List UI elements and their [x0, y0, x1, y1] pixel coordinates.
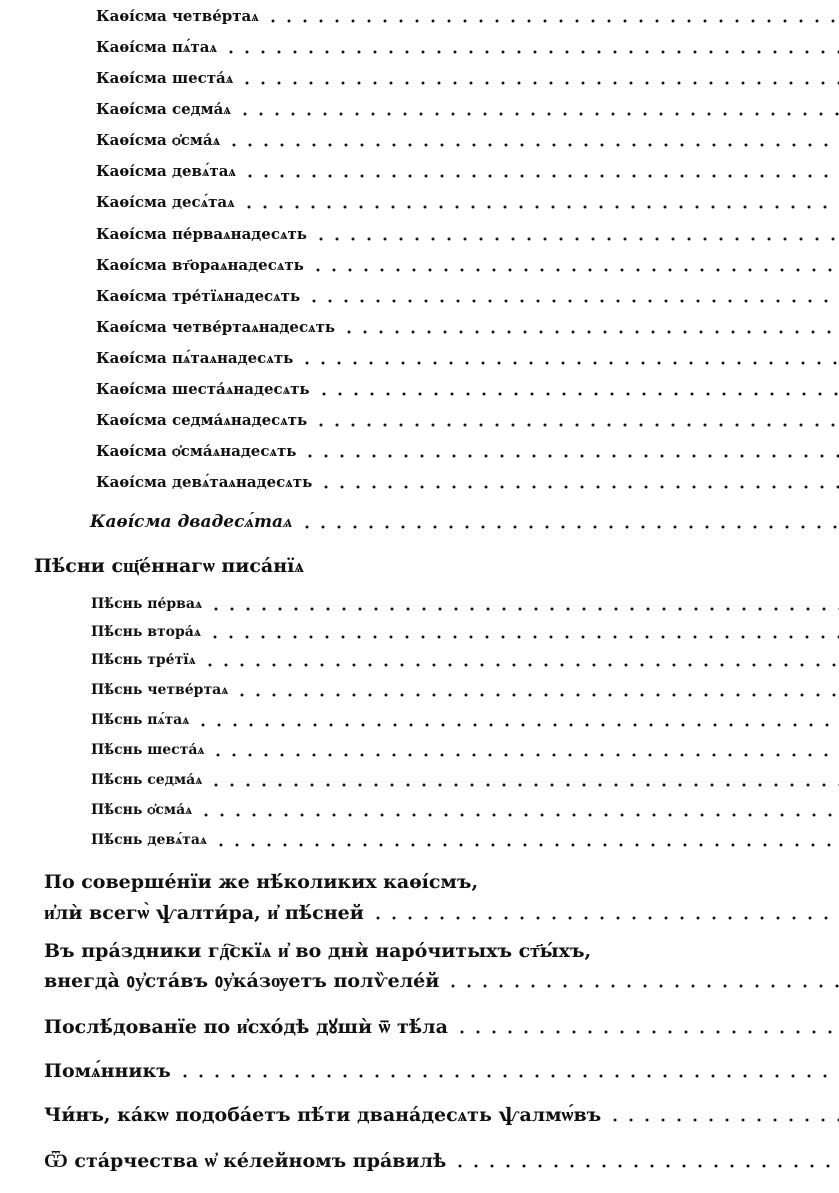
dot-leader [234, 692, 839, 698]
toc-entry-label: Пѣ́снь шеста́ѧ [91, 742, 205, 758]
toc-entry-kathisma-14[interactable] [96, 315, 839, 339]
section-heading-odes: Пѣ́сни сщ҃е́ннагѡ писа́нїѧ [34, 555, 304, 577]
toc-entry-kathisma-12[interactable] [96, 253, 839, 277]
toc-entry-label: Ѿ ста́рчества ѡ҆ ке́лейномъ пра́вилѣ [44, 1150, 447, 1172]
dot-leader [607, 1117, 839, 1123]
toc-entry-label: Пѣ́снь пѧ́таѧ [91, 712, 190, 728]
dot-leader [302, 453, 839, 459]
toc-entry-label: Помѧ́нникъ [44, 1060, 171, 1082]
dot-leader [313, 422, 839, 428]
toc-entry-kathisma-18[interactable] [96, 439, 839, 463]
toc-entry-label: Каѳі́сма четве́ртаѧнадесѧть [96, 318, 336, 336]
toc-entry-label: Каѳі́сма ѻ҆сма́ѧ [96, 131, 221, 149]
toc-entry-funeral[interactable] [44, 1012, 839, 1042]
dot-leader [198, 812, 839, 818]
toc-entry-kathisma-17[interactable] [96, 408, 839, 432]
dot-leader [316, 391, 839, 397]
dot-leader [306, 298, 839, 304]
dot-leader [208, 606, 839, 612]
toc-entry-label: Каѳі́сма десѧ́таѧ [96, 193, 235, 211]
toc-entry-kathisma-15[interactable] [96, 346, 839, 370]
toc-entry-label: Каѳі́сма седма́ѧ [96, 100, 231, 118]
toc-entry-kathisma-6[interactable] [96, 66, 839, 90]
toc-entry-label: Каѳі́сма девѧ́таѧнадесѧть [96, 473, 313, 491]
toc-entry-label: Каѳі́сма ѻ҆сма́ѧнадесѧть [96, 442, 297, 460]
toc-entry-label: Пѣ́снь четве́ртаѧ [91, 682, 229, 698]
dot-leader [299, 524, 839, 530]
dot-leader [210, 752, 839, 758]
dot-leader [177, 1073, 839, 1079]
dot-leader [208, 782, 839, 788]
dot-leader [454, 1029, 839, 1035]
toc-entry-ode-9[interactable] [91, 829, 839, 851]
toc-entry-pomiannik[interactable] [44, 1056, 839, 1086]
toc-entry-label: Пѣ́снь тре́тїѧ [91, 652, 196, 668]
dot-leader [195, 722, 839, 728]
toc-entry-label: Чи́нъ, ка́кѡ подоба́етъ пѣ́ти двана́десѧть ѱалмѡ́въ [44, 1104, 602, 1126]
toc-entry-feasts-line1: Въ пра́здники гд҇скїѧ и҆ во днѝ наро́читыхъ ст҃ы́хъ, [44, 940, 592, 962]
dot-leader [313, 236, 839, 242]
toc-entry-label: Пѣ́снь ѻ҆сма́ѧ [91, 802, 193, 818]
dot-leader [341, 329, 839, 335]
toc-entry-label: внегда̀ ᲂу҆ста́въ ᲂу҆ка́зѹетъ полѷеле́й [44, 970, 440, 992]
toc-entry-label: Послѣ́дованїе по и҆схо́дѣ дꙋшѝ ѿ тѣ́ла [44, 1016, 448, 1038]
toc-entry-ode-7[interactable] [91, 769, 839, 791]
dot-leader [237, 111, 839, 117]
toc-entry-kathisma-7[interactable] [96, 97, 839, 121]
toc-entry-ode-5[interactable] [91, 709, 839, 731]
toc-entry-label: Пѣ́снь пе́рваѧ [91, 596, 202, 612]
toc-entry-feasts[interactable] [44, 966, 839, 996]
toc-entry-ode-6[interactable] [91, 739, 839, 761]
dot-leader [226, 142, 839, 148]
toc-entry-kathisma-20[interactable] [90, 507, 839, 537]
toc-entry-label: и҆лѝ всегѡ̀ ѱалти́ра, и҆ пѣ́сней [44, 902, 364, 924]
toc-entry-label: Каѳі́сма тре́тїѧнадесѧть [96, 287, 301, 305]
dot-leader [370, 915, 839, 921]
dot-leader [241, 204, 839, 210]
dot-leader [445, 983, 839, 989]
dot-leader [207, 634, 839, 640]
toc-entry-after-kathismas[interactable] [44, 898, 839, 928]
toc-entry-label: Каѳі́сма двадесѧ́таѧ [90, 512, 293, 532]
dot-leader [202, 662, 839, 668]
dot-leader [223, 49, 839, 55]
dot-leader [265, 18, 839, 24]
toc-entry-kathisma-13[interactable] [96, 284, 839, 308]
toc-entry-label: Каѳі́сма пе́рваѧнадесѧть [96, 225, 307, 243]
dot-leader [452, 1163, 839, 1169]
dot-leader [239, 80, 839, 86]
toc-entry-label: Каѳі́сма четве́ртаѧ [96, 7, 259, 25]
toc-entry-ode-3[interactable] [91, 649, 839, 671]
toc-entry-label: Каѳі́сма вт҃орaѧнадесѧть [96, 256, 304, 274]
toc-entry-label: Пѣ́снь девѧ́таѧ [91, 832, 207, 848]
toc-entry-kathisma-8[interactable] [96, 128, 839, 152]
toc-entry-kathisma-9[interactable] [96, 159, 839, 183]
toc-entry-kathisma-5[interactable] [96, 35, 839, 59]
toc-entry-label: Пѣ́снь седма́ѧ [91, 772, 203, 788]
toc-entry-kathisma-11[interactable] [96, 222, 839, 246]
toc-entry-cell-rule[interactable] [44, 1146, 839, 1176]
toc-entry-label: Каѳі́сма шеста́ѧ [96, 69, 234, 87]
toc-entry-kathisma-19[interactable] [96, 470, 839, 494]
toc-entry-after-kathismas-line1: По соверше́нїи же нѣ́коликих каѳі́смъ, [44, 871, 479, 893]
toc-entry-label: Пѣ́снь втора́ѧ [91, 624, 201, 640]
toc-entry-label: Каѳі́сма шеста́ѧнадесѧть [96, 380, 310, 398]
toc-entry-label: Каѳі́сма девѧ́таѧ [96, 162, 236, 180]
toc-entry-kathisma-10[interactable] [96, 190, 839, 214]
toc-entry-ode-1[interactable] [91, 593, 839, 615]
dot-leader [213, 842, 839, 848]
toc-entry-ode-8[interactable] [91, 799, 839, 821]
dot-leader [242, 173, 839, 179]
dot-leader [310, 267, 839, 273]
toc-entry-kathisma-16[interactable] [96, 377, 839, 401]
dot-leader [318, 484, 839, 490]
toc-entry-label: Каѳі́сма пѧ́таѧнадесѧть [96, 349, 294, 367]
toc-entry-label: Каѳі́сма пѧ́таѧ [96, 38, 217, 56]
toc-entry-ode-2[interactable] [91, 621, 839, 643]
toc-entry-ode-4[interactable] [91, 679, 839, 701]
toc-entry-twelve-psalms[interactable] [44, 1100, 839, 1130]
dot-leader [299, 360, 839, 366]
toc-entry-label: Каѳі́сма седма́ѧнадесѧть [96, 411, 308, 429]
toc-entry-kathisma-4[interactable] [96, 4, 839, 28]
